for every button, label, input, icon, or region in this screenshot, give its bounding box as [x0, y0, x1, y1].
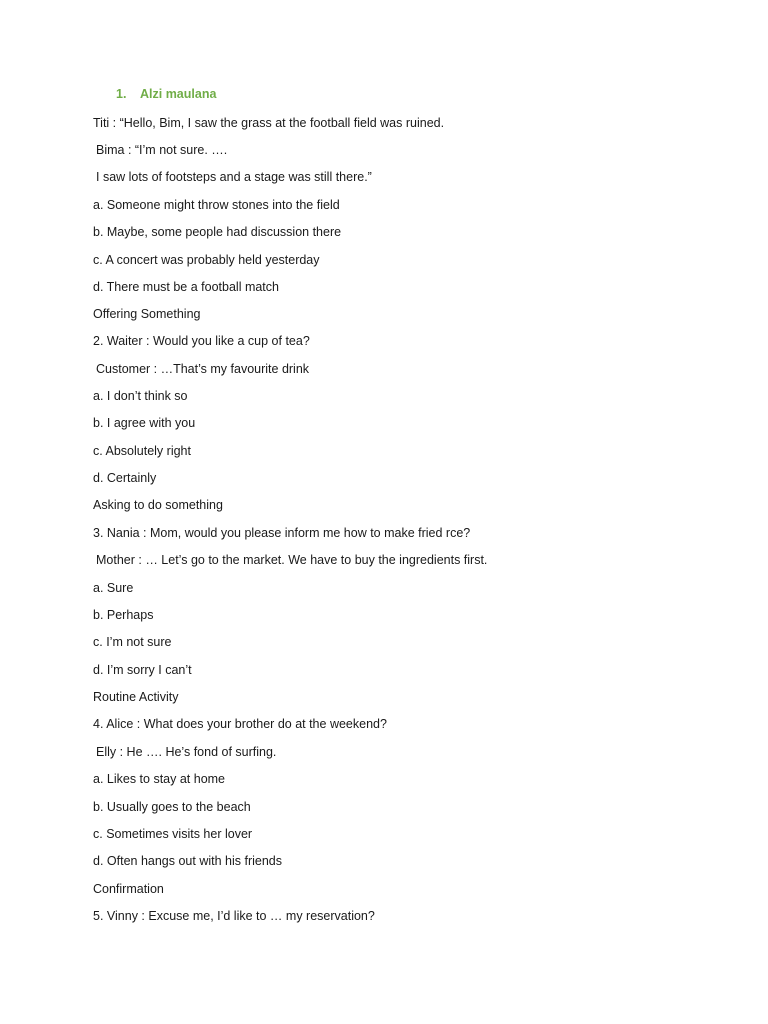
heading-name: Alzi maulana: [140, 87, 217, 101]
dialogue-line: Bima : “I’m not sure. ….: [96, 143, 228, 157]
answer-option: a. Someone might throw stones into the field: [93, 198, 340, 212]
answer-option: b. I agree with you: [93, 416, 196, 430]
dialogue-line: I saw lots of footsteps and a stage was still there.”: [96, 170, 372, 184]
answer-option: d. I’m sorry I can’t: [93, 663, 192, 677]
answer-option: a. Likes to stay at home: [93, 772, 226, 786]
section-title: Routine Activity: [93, 690, 179, 704]
answer-option: c. A concert was probably held yesterday: [93, 253, 320, 267]
section-title: Asking to do something: [93, 498, 223, 512]
answer-option: b. Maybe, some people had discussion there: [93, 225, 342, 239]
answer-option: d. Often hangs out with his friends: [93, 854, 282, 868]
dialogue-line: 2. Waiter : Would you like a cup of tea?: [93, 334, 310, 348]
section-title: Confirmation: [93, 882, 164, 896]
dialogue-line: 3. Nania : Mom, would you please inform me how to make fried rce?: [93, 526, 471, 540]
answer-option: c. Sometimes visits her lover: [93, 827, 253, 841]
answer-option: a. Sure: [93, 581, 134, 595]
answer-option: b. Perhaps: [93, 608, 154, 622]
answer-option: b. Usually goes to the beach: [93, 800, 251, 814]
answer-option: c. I’m not sure: [93, 635, 172, 649]
answer-option: a. I don’t think so: [93, 389, 188, 403]
answer-option: d. There must be a football match: [93, 280, 279, 294]
dialogue-line: Elly : He …. He’s fond of surfing.: [96, 745, 277, 759]
dialogue-line: Titi : “Hello, Bim, I saw the grass at the football field was ruined.: [93, 116, 445, 130]
section-title: Offering Something: [93, 307, 201, 321]
dialogue-line: Mother : … Let’s go to the market. We have to buy the ingredients first.: [96, 553, 488, 567]
list-heading: [116, 87, 216, 101]
answer-option: d. Certainly: [93, 471, 157, 485]
heading-number: 1.: [116, 87, 127, 101]
dialogue-line: Customer : …That’s my favourite drink: [96, 362, 310, 376]
answer-option: c. Absolutely right: [93, 444, 191, 458]
dialogue-line: 5. Vinny : Excuse me, I’d like to … my reservation?: [93, 909, 375, 923]
dialogue-line: 4. Alice : What does your brother do at the weekend?: [93, 717, 387, 731]
